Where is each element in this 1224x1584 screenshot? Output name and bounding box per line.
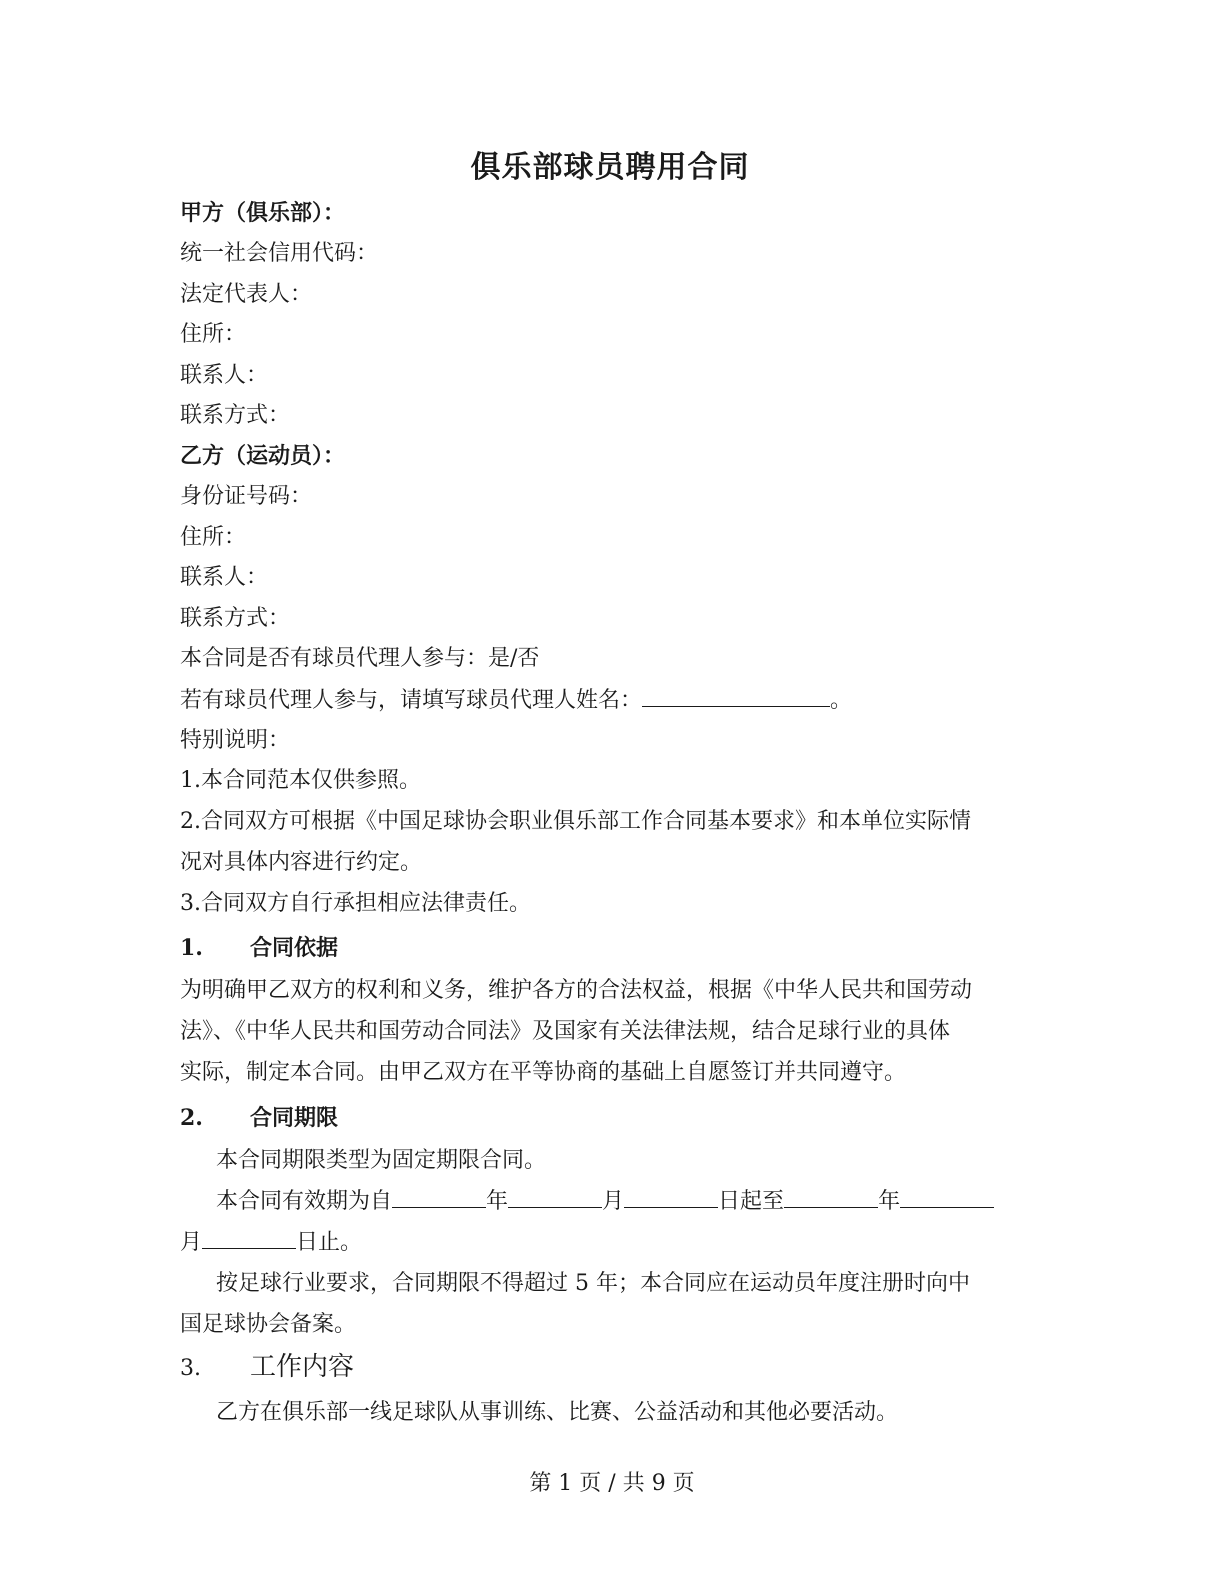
notes-item-2-line-2: 况对具体内容进行约定。 [180,850,423,875]
end-day-blank[interactable] [202,1228,296,1249]
agent-name-suffix: 。 [830,688,853,713]
party-b-contact-method: 联系方式： [180,606,291,631]
start-day-blank[interactable] [624,1187,718,1208]
end-month-blank[interactable] [900,1187,994,1208]
month-label-1: 月 [602,1189,625,1214]
section-1-line-1: 为明确甲乙双方的权利和义务，维护各方的合法权益，根据《中华人民共和国劳动 [180,978,973,1003]
section-1-heading [180,933,338,963]
section-1-title: 合同依据 [250,935,339,961]
section-1-line-2: 法》、《中华人民共和国劳动合同法》及国家有关法律法规，结合足球行业的具体 [180,1019,951,1044]
party-a-legal-rep: 法定代表人： [180,282,313,307]
agent-question: 本合同是否有球员代理人参与：是/否 [180,646,540,671]
year-label-2: 年 [878,1189,901,1214]
section-2-type-line: 本合同期限类型为固定期限合同。 [216,1148,547,1173]
section-1-line-3: 实际，制定本合同。由甲乙双方在平等协商的基础上自愿签订并共同遵守。 [180,1060,907,1085]
month-label-2: 月 [180,1230,203,1255]
end-year-blank[interactable] [784,1187,878,1208]
validity-start-label: 本合同有效期为自 [216,1189,393,1214]
start-month-blank[interactable] [508,1187,602,1208]
agent-name-line [180,686,852,716]
start-year-blank[interactable] [392,1187,486,1208]
party-a-contact-method: 联系方式： [180,403,291,428]
notes-item-3: 3.合同双方自行承担相应法律责任。 [180,891,531,916]
section-1-number: 1. [180,935,203,961]
section-3-title: 工作内容 [250,1352,355,1382]
section-2-limit-line-1: 按足球行业要求，合同期限不得超过 5 年；本合同应在运动员年度注册时向中 [216,1271,970,1296]
section-2-heading [180,1103,338,1133]
section-3-heading [180,1352,354,1382]
day-label-1: 日起至 [718,1189,785,1214]
notes-heading: 特别说明： [180,728,291,753]
party-a-credit-code: 统一社会信用代码： [180,241,379,266]
party-b-address: 住所： [180,525,247,550]
section-3-number: 3. [180,1356,201,1381]
notes-item-2-line-1: 2.合同双方可根据《中国足球协会职业俱乐部工作合同基本要求》和本单位实际情 [180,809,971,834]
validity-end-label: 日止。 [296,1230,363,1255]
section-2-number: 2. [180,1105,203,1131]
section-2-validity-line [216,1187,994,1217]
party-b-id-number: 身份证号码： [180,484,313,509]
section-3-line-1: 乙方在俱乐部一线足球队从事训练、比赛、公益活动和其他必要活动。 [216,1400,899,1425]
party-a-heading: 甲方（俱乐部）： [180,200,346,226]
agent-name-blank[interactable] [642,686,830,707]
year-label-1: 年 [486,1189,509,1214]
agent-name-label: 若有球员代理人参与，请填写球员代理人姓名： [180,688,643,713]
party-a-address: 住所： [180,322,247,347]
section-2-title: 合同期限 [250,1105,339,1131]
party-a-contact: 联系人： [180,363,269,388]
section-2-validity-line-2 [180,1228,362,1258]
party-b-heading: 乙方（运动员）： [180,443,346,469]
party-b-contact: 联系人： [180,565,269,590]
page-footer: 第 1 页 / 共 9 页 [529,1471,695,1496]
notes-item-1: 1.本合同范本仅供参照。 [180,768,421,793]
section-2-limit-line-2: 国足球协会备案。 [180,1312,357,1337]
document-title: 俱乐部球员聘用合同 [470,150,750,185]
